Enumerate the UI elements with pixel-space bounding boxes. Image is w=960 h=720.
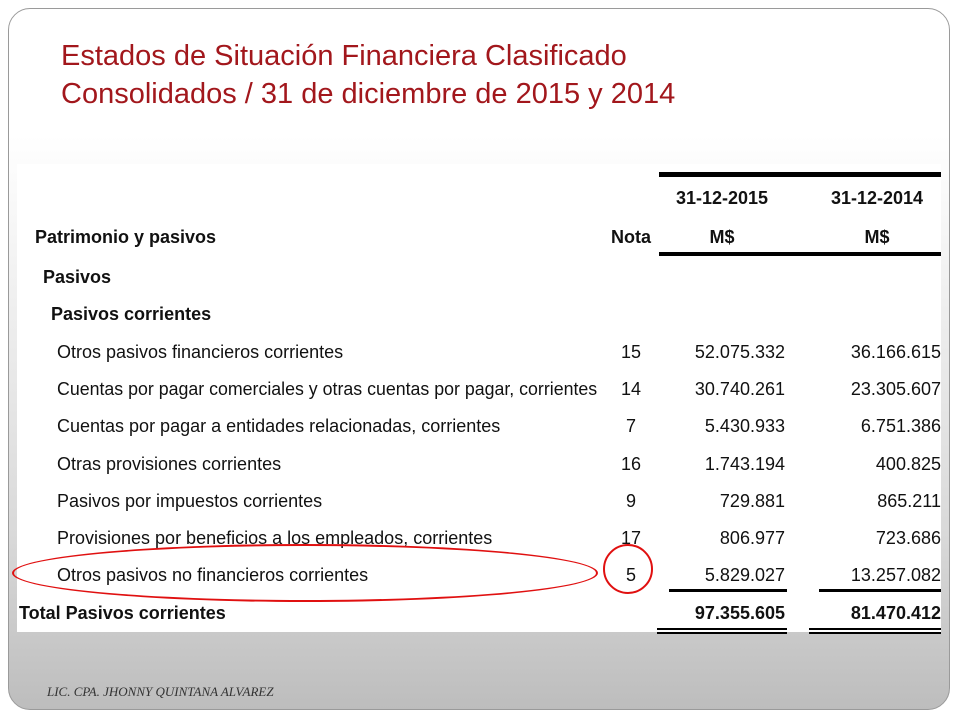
header-bottom-rule: [659, 252, 941, 256]
table-row: [17, 335, 941, 369]
header-top-rule: [659, 172, 941, 177]
slide: [8, 8, 950, 710]
highlight-oval-nota: [603, 544, 653, 594]
row-value-2015: 30.740.261: [694, 379, 785, 400]
highlight-oval-label: [12, 544, 598, 602]
unit-2015: M$: [709, 227, 735, 247]
total-double-rule-2015a: [657, 628, 787, 630]
table-row: [17, 484, 941, 518]
row-nota: 17: [620, 528, 642, 548]
total-double-rule-2014b: [809, 632, 941, 634]
table-row: [17, 372, 941, 406]
row-nota: 7: [625, 416, 636, 437]
row-value-2014: 865.211: [877, 490, 941, 511]
row-label: Provisiones por beneficios a los empleados, corrientes: [57, 528, 493, 548]
header-units-row: [17, 220, 941, 254]
footer-author: LIC. CPA. JHONNY QUINTANA ALVAREZ: [47, 684, 274, 699]
row-label: Otros pasivos no financieros corrientes: [57, 565, 369, 586]
row-nota: 14: [620, 379, 642, 400]
total-row: [17, 596, 941, 630]
subgroup-label: Pasivos corrientes: [51, 304, 212, 324]
group-row: [17, 260, 941, 294]
slide-title: [61, 37, 921, 113]
row-value-2014: 36.166.615: [850, 342, 941, 362]
total-double-rule-2014a: [809, 628, 941, 630]
title-line-1: Estados de Situación Financiera Clasificado: [61, 40, 627, 72]
total-top-rule-2015: [669, 589, 787, 592]
row-value-2014: 13.257.082: [850, 565, 941, 586]
row-value-2014: 6.751.386: [860, 416, 941, 437]
title-line-2: Consolidados / 31 de diciembre de 2015 y 2014: [61, 78, 676, 110]
row-value-2015: 806.977: [719, 528, 785, 548]
row-label: Pasivos por impuestos corrientes: [57, 490, 323, 511]
total-top-rule-2014: [819, 589, 941, 592]
total-label: Total Pasivos corrientes: [19, 603, 226, 623]
row-label: Otros pasivos financieros corrientes: [57, 342, 344, 362]
row-value-2014: 23.305.607: [850, 379, 941, 400]
group-label: Pasivos: [43, 267, 112, 287]
nota-header: Nota: [611, 227, 651, 247]
section-label: Patrimonio y pasivos: [35, 227, 217, 247]
header-dates-row: [17, 181, 941, 215]
total-double-rule-2015b: [657, 632, 787, 634]
row-value-2015: 729.881: [719, 490, 785, 511]
row-nota: 16: [620, 453, 642, 474]
row-label: Otras provisiones corrientes: [57, 453, 282, 474]
row-value-2015: 5.829.027: [704, 565, 785, 586]
unit-2014: M$: [864, 227, 890, 247]
row-value-2015: 5.430.933: [704, 416, 785, 437]
total-2015: 97.355.605: [694, 603, 785, 623]
row-value-2014: 400.825: [875, 453, 941, 474]
row-label: Cuentas por pagar comerciales y otras cuentas por pagar, corrientes: [57, 379, 598, 400]
row-nota: 9: [625, 490, 636, 511]
header-date-2014: 31-12-2014: [830, 188, 924, 208]
row-nota: 15: [620, 342, 642, 362]
row-nota: 5: [625, 565, 636, 586]
header-date-2015: 31-12-2015: [675, 188, 769, 208]
row-value-2015: 52.075.332: [694, 342, 785, 362]
table-row: [17, 409, 941, 443]
row-value-2015: 1.743.194: [704, 453, 785, 474]
row-value-2014: 723.686: [875, 528, 941, 548]
table-row: [17, 447, 941, 481]
total-2014: 81.470.412: [850, 603, 941, 623]
subgroup-row: [17, 297, 941, 331]
row-label: Cuentas por pagar a entidades relacionadas, corrientes: [57, 416, 501, 437]
